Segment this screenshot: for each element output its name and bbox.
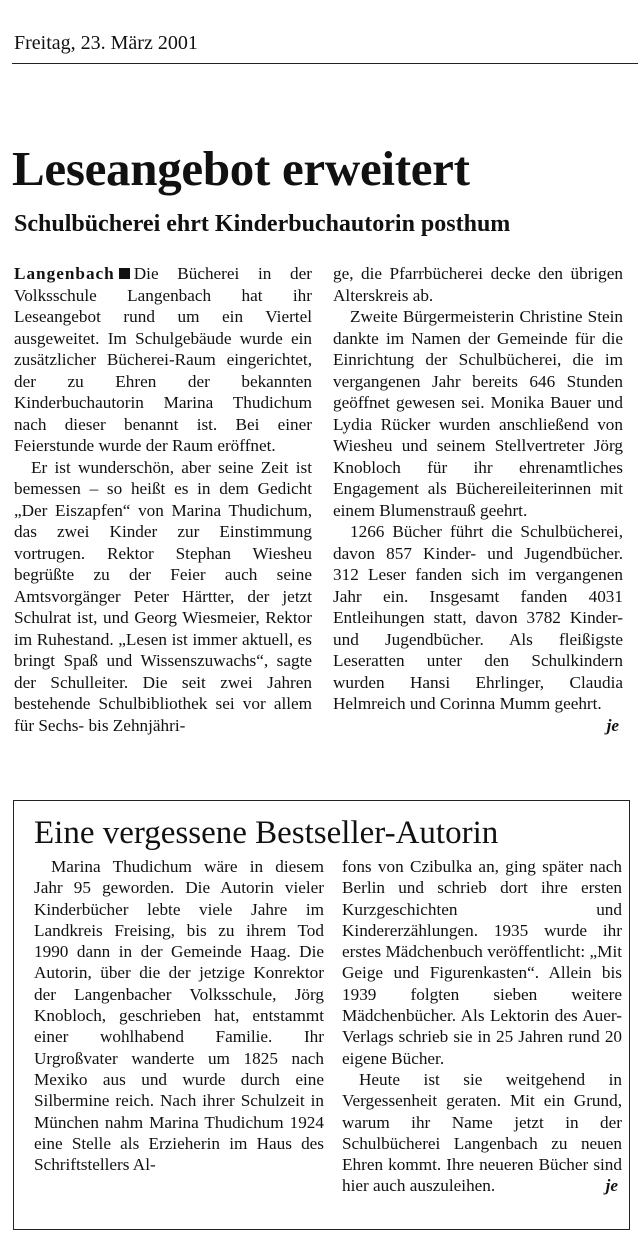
box-column-1 — [34, 856, 324, 1175]
article-paragraph: Zweite Bürgermeisterin Christine Stein dankte im Namen der Gemeinde für die Einrichtung der Schulbücherei, die im vergangenen Jahr bereits 646 Stunden geöffnet gewesen sei. Monika Bauer und Lydia Rücker wurden anschließend von Wiesheu und seinem Stellvertreter Jörg Knobloch für ihr ehrenamtliches Engagement als Büchereileiterinnen mit einem Blumenstrauß geehrt. — [333, 307, 623, 520]
subheadline: Schulbücherei ehrt Kinderbuchautorin posthum — [14, 211, 511, 237]
author-signature: je — [606, 715, 619, 735]
box-paragraph: Marina Thudichum wäre in diesem Jahr 95 geworden. Die Autorin vieler Kinderbücher lebte viele Jahre im Landkreis Freising, bis zu ihrem Tod 1990 dann in der Gemeinde Haag. Die Autorin, über die der jetzige Konrektor der Langenbacher Volksschule, Jörg Knobloch, geschrieben hat, entstammt einer wohlhabend Familie. Ihr Urgroßvater wanderte um 1825 nach Mexiko aus und wurde durch eine Silbermine reich. Nach ihrer Schulzeit in München nahm Marina Thudichum 1924 eine Stelle als Erzieherin im Haus des Schriftstellers Al- — [34, 857, 324, 1175]
article-paragraph: Er ist wunderschön, aber seine Zeit ist bemessen – so heißt es in dem Gedicht „Der Eiszapfen“ von Marina Thudichum, das zwei Kinder zur Einstimmung vortrugen. Rektor Stephan Wiesheu begrüßte zu der Feier auch seine Amtsvorgänger Peter Härtter, der jetzt Schulrat ist, und Georg Wiesmeier, Rektor im Ruhestand. „Lesen ist immer aktuell, es bringt Spaß und Wissenszuwachs“, sagte der Schulleiter. Die seit zwei Jahren bestehende Schulbibliothek sei vor allem für Sechs- bis Zehnjähri- — [14, 457, 312, 735]
article-paragraph — [333, 521, 623, 735]
box-signature: je — [605, 1176, 618, 1196]
sidebar-box — [13, 800, 630, 1230]
article-text: 1266 Bücher führt die Schulbücherei, davon 857 Kinder- und Jugendbücher. 312 Leser fanden sich im vergangenen Jahr ein. Insgesamt fanden 4031 Entleihungen statt, davon 3782 Kinder- und Jugendbücher. Als fleißigste Leseratten unter den Schulkindern wurden Hansi Ehrlinger, Claudia Helmreich und Corinna Mumm geehrt. — [333, 522, 623, 713]
location-label: Langenbach — [14, 264, 115, 283]
article-paragraph: ge, die Pfarrbücherei decke den übrigen Alterskreis ab. — [333, 264, 623, 305]
article-column-1 — [14, 263, 312, 736]
box-text: Heute ist sie weitgehend in Vergessenheit geraten. Mit ein Grund, warum ihr Name jetzt in der Schulbücherei Langenbach zu neuen Ehren kommt. Ihre neueren Bücher sind hier auch auszuleihen. — [342, 1069, 622, 1196]
header-rule — [12, 63, 638, 64]
box-paragraph: fons von Czibulka an, ging später nach Berlin und schrieb dort ihre ersten Kurzgeschichten und Kindererzählungen. 1935 wurde ihr erstes Mädchenbuch veröffentlicht: „Mit Geige und Figurenkasten“. Allein bis 1939 folgten sieben weitere Mädchenbücher. Als Lektorin des Auer-Verlags schrieb sie in 25 Jahren rund 20 eigene Bücher. — [342, 857, 622, 1068]
headline: Leseangebot erweitert — [12, 141, 470, 196]
article-text: Die Bücherei in der Volksschule Langenbach hat ihr Leseangebot rund um ein Viertel ausgeweitet. Im Schulgebäude wurde ein zusätzlicher Bücherei-Raum eingerichtet, der zu Ehren der bekannten Kinderbuchautorin Marina Thudichum nach dieser benannt ist. Bei einer Feierstunde wurde der Raum eröffnet. — [14, 264, 312, 455]
article-column-2 — [333, 263, 623, 736]
square-bullet-icon — [119, 268, 130, 279]
article-paragraph — [14, 263, 312, 457]
box-column-2 — [342, 856, 622, 1197]
box-paragraph — [342, 1069, 622, 1197]
box-title: Eine vergessene Bestseller-Autorin — [34, 815, 499, 851]
dateline: Freitag, 23. März 2001 — [14, 32, 198, 54]
